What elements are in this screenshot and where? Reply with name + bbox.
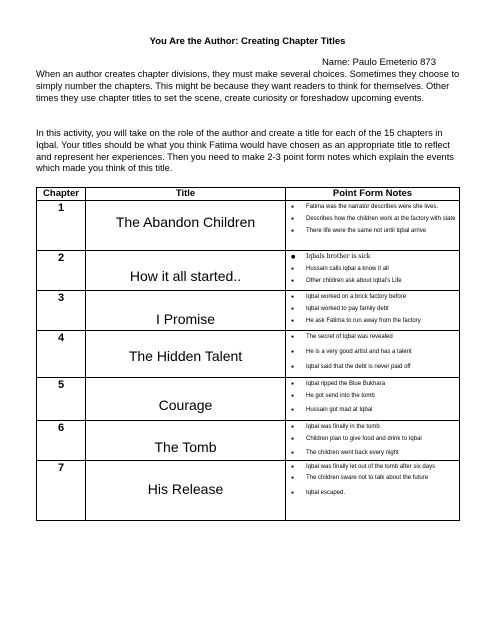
notes-cell xyxy=(286,461,460,521)
chapter-number: 1 xyxy=(37,201,86,251)
intro-paragraph: When an author creates chapter divisions, they must make several choices. Sometimes they choose to simply number the chapters. This might be because they want readers to think for themselves. Other times they use chapter titles to set the scene, create curiosity or foreshadow upcoming events. xyxy=(36,69,460,103)
header-notes: Point Form Notes xyxy=(286,188,460,201)
chapter-title: The Hidden Talent xyxy=(128,348,243,364)
instructions-paragraph: In this activity, you will take on the role of the author and create a title for each of the 15 chapters in Iqbal. Your titles should be what you think Fatima would have chosen as an appropriate title to reflect and represent her experiences. Then you need to make 2-3 point form notes which explain the events which made you think of this title. xyxy=(36,128,454,174)
note-item: ● He got send into the tomb xyxy=(286,392,457,400)
document-title: You Are the Author: Creating Chapter Titles xyxy=(149,36,346,47)
table-row xyxy=(37,421,460,461)
student-name: Name: Paulo Emeterio 873 xyxy=(321,57,436,68)
note-item: ● Iqbal was finally in the tomb xyxy=(286,423,457,431)
chapter-number: 6 xyxy=(37,421,86,461)
table-row xyxy=(37,461,460,521)
chapter-title: Courage xyxy=(158,397,213,413)
note-item: ● Iqbal was finally let out of the tomb after six days xyxy=(286,463,457,471)
table-row xyxy=(37,378,460,421)
note-item: ● The secret of Iqbal was revealed xyxy=(286,333,457,341)
chapter-number: 3 xyxy=(37,291,86,331)
table-header-row xyxy=(37,188,460,201)
chapter-title: I Promise xyxy=(155,311,216,327)
chapter-title-cell xyxy=(86,378,286,421)
table-row xyxy=(37,331,460,378)
chapter-title-cell xyxy=(86,251,286,291)
notes-cell xyxy=(286,201,460,251)
note-item: ● Hussain calls iqbal a know it all xyxy=(286,265,457,273)
header-chapter: Chapter xyxy=(37,188,86,201)
chapter-title-cell xyxy=(86,461,286,521)
chapter-number: 4 xyxy=(37,331,86,378)
note-item: ● Iqbal said that the debt is never paid off xyxy=(286,363,457,371)
chapter-title: The Abandon Children xyxy=(115,214,256,230)
chapter-title: The Tomb xyxy=(154,439,217,455)
note-item: ● Describes how the children work at the factory with slate xyxy=(286,215,457,223)
chapter-title-cell xyxy=(86,201,286,251)
note-item: ● Iqbal worked to pay family debt xyxy=(286,305,457,313)
chapter-number: 7 xyxy=(37,461,86,521)
chapter-title-cell xyxy=(86,421,286,461)
table-row xyxy=(37,251,460,291)
note-item: ● The children sware not to talk about the future xyxy=(286,474,457,482)
notes-cell xyxy=(286,331,460,378)
chapter-number: 2 xyxy=(37,251,86,291)
note-item: ● The children went back every night xyxy=(286,449,457,457)
chapter-number: 5 xyxy=(37,378,86,421)
note-item: ● Fatima was the narrator describes were she lives. xyxy=(286,203,457,211)
note-item: ● He ask Fatima to run away from the factory xyxy=(286,317,457,325)
table-row xyxy=(37,201,460,251)
notes-cell xyxy=(286,421,460,461)
notes-cell xyxy=(286,251,460,291)
note-item: ● He is a very good artist and has a talent xyxy=(286,348,457,356)
note-item: ● There life were the same not until Iqbal arrive xyxy=(286,227,457,235)
notes-cell xyxy=(286,378,460,421)
chapter-title-cell xyxy=(86,291,286,331)
note-item: ● Iqbal ripped the Blue Bukhara xyxy=(286,380,457,388)
header-title: Title xyxy=(86,188,286,201)
note-item: ● Hussain got mad at Iqbal xyxy=(286,406,457,414)
chapter-title-cell xyxy=(86,331,286,378)
note-item: ● Iqbal worked on a brick factory before xyxy=(286,293,457,301)
note-item: ● Iqbal escaped. xyxy=(286,489,457,497)
table-row xyxy=(37,291,460,331)
note-item: ● Children plan to give food and drink to Iqbal xyxy=(286,435,457,443)
chapter-title: How it all started.. xyxy=(129,268,242,284)
note-item: ● Other children ask about Iqbal’s Life xyxy=(286,277,457,285)
chapter-titles-table xyxy=(36,187,460,521)
chapter-title: His Release xyxy=(147,481,224,497)
notes-cell xyxy=(286,291,460,331)
note-item: ● Iqbals brother is sick xyxy=(286,253,457,261)
